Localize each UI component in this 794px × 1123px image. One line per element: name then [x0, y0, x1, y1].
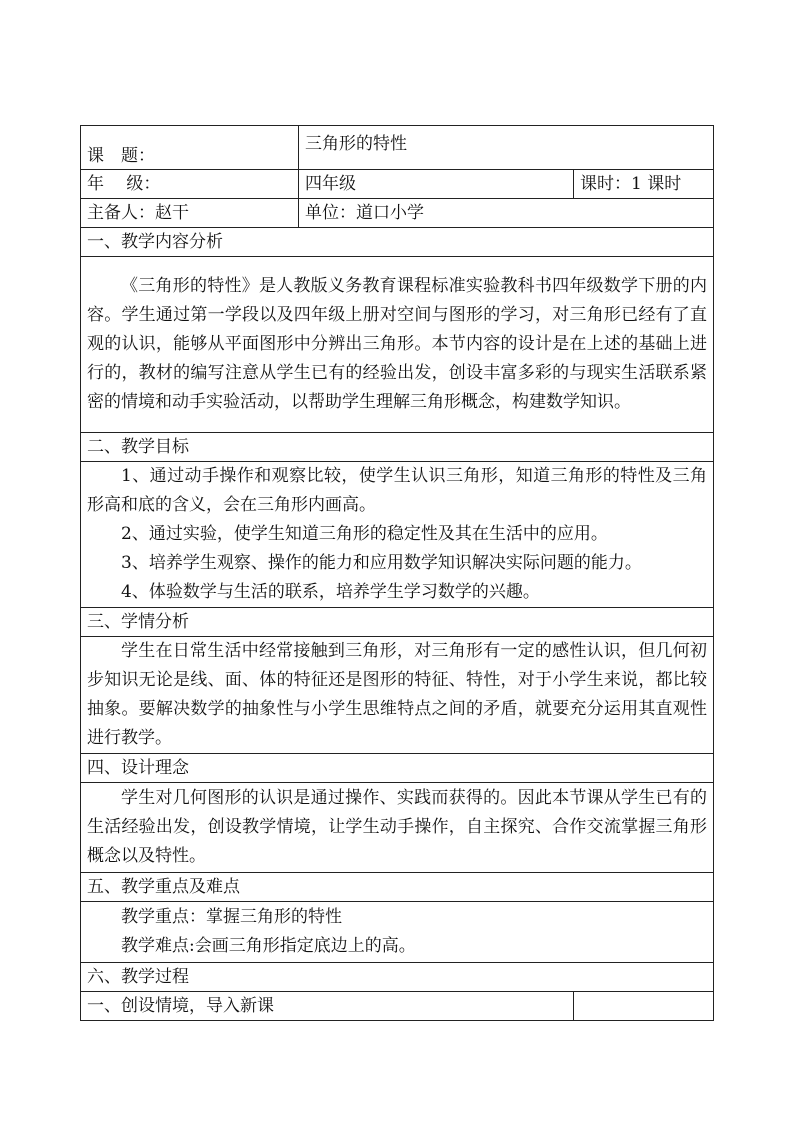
- section-title: 六、教学过程: [81, 963, 714, 992]
- process-step-row: [81, 992, 714, 1021]
- section-2-body-row: [81, 462, 714, 608]
- paragraph: 学生在日常生活中经常接触到三角形，对三角形有一定的感性认识，但几何初步知识无论是线、面、体的特征还是图形的特征、特性，对于小学生来说，都比较抽象。要解决数学的抽象性与小学生思维特点之间的矛盾，就要充分运用其直观性进行教学。: [87, 641, 708, 748]
- section-2-title-row: [81, 433, 714, 462]
- lesson-plan-sheet: [80, 125, 713, 1021]
- topic-value: 三角形的特性: [299, 126, 714, 170]
- section-3-body-row: [81, 637, 714, 754]
- section-1-title-row: [81, 228, 714, 257]
- section-5-title-row: [81, 873, 714, 902]
- section-6-title-row: [81, 963, 714, 992]
- section-5-body-row: [81, 902, 714, 963]
- topic-label: 课 题：: [81, 126, 299, 170]
- hours-label: 课时：1 课时: [574, 170, 714, 199]
- section-body: [81, 902, 714, 963]
- section-4-body-row: [81, 783, 714, 873]
- grade-label: 年 级：: [81, 170, 299, 199]
- section-body: [81, 462, 714, 608]
- section-1-body-row: [81, 257, 714, 433]
- section-3-title-row: [81, 608, 714, 637]
- author-row: [81, 199, 714, 228]
- grade-value: 四年级: [299, 170, 574, 199]
- section-title: 三、学情分析: [81, 608, 714, 637]
- section-body: [81, 783, 714, 873]
- paragraph: 学生对几何图形的认识是通过操作、实践而获得的。因此本节课从学生已有的生活经验出发，创设教学情境，让学生动手操作，自主探究、合作交流掌握三角形概念以及特性。: [87, 788, 708, 866]
- paragraph: 1、通过动手操作和观察比较，使学生认识三角形，知道三角形的特性及三角形高和底的含义，会在三角形内画高。: [87, 466, 708, 515]
- paragraph: 4、体验数学与生活的联系，培养学生学习数学的兴趣。: [121, 582, 540, 602]
- paragraph: 教学重点：掌握三角形的特性: [121, 907, 342, 927]
- paragraph: 2、通过实验，使学生知道三角形的稳定性及其在生活中的应用。: [121, 524, 608, 544]
- paragraph: 教学难点:会画三角形指定底边上的高。: [121, 936, 416, 956]
- author-label: 主备人：赵干: [81, 199, 299, 228]
- topic-row: [81, 126, 714, 170]
- grade-row: [81, 170, 714, 199]
- lesson-plan-table: [80, 125, 714, 1021]
- process-step-label: 一、创设情境，导入新课: [81, 992, 574, 1021]
- paragraph: 3、培养学生观察、操作的能力和应用数学知识解决实际问题的能力。: [121, 553, 642, 573]
- unit-label: 单位：道口小学: [299, 199, 714, 228]
- section-title: 四、设计理念: [81, 754, 714, 783]
- section-title: 五、教学重点及难点: [81, 873, 714, 902]
- section-body: [81, 257, 714, 433]
- paragraph: 《三角形的特性》是人教版义务教育课程标准实验教科书四年级数学下册的内容。学生通过第一学段以及四年级上册对空间与图形的学习，对三角形已经有了直观的认识，能够从平面图形中分辨出三角形。本节内容的设计是在上述的基础上进行的，教材的编写注意从学生已有的经验出发，创设丰富多彩的与现实生活联系紧密的情境和动手实验活动，以帮助学生理解三角形概念，构建数学知识。: [87, 276, 708, 412]
- section-body: [81, 637, 714, 754]
- process-step-notes: [574, 992, 714, 1021]
- section-4-title-row: [81, 754, 714, 783]
- section-title: 二、教学目标: [81, 433, 714, 462]
- section-title: 一、教学内容分析: [81, 228, 714, 257]
